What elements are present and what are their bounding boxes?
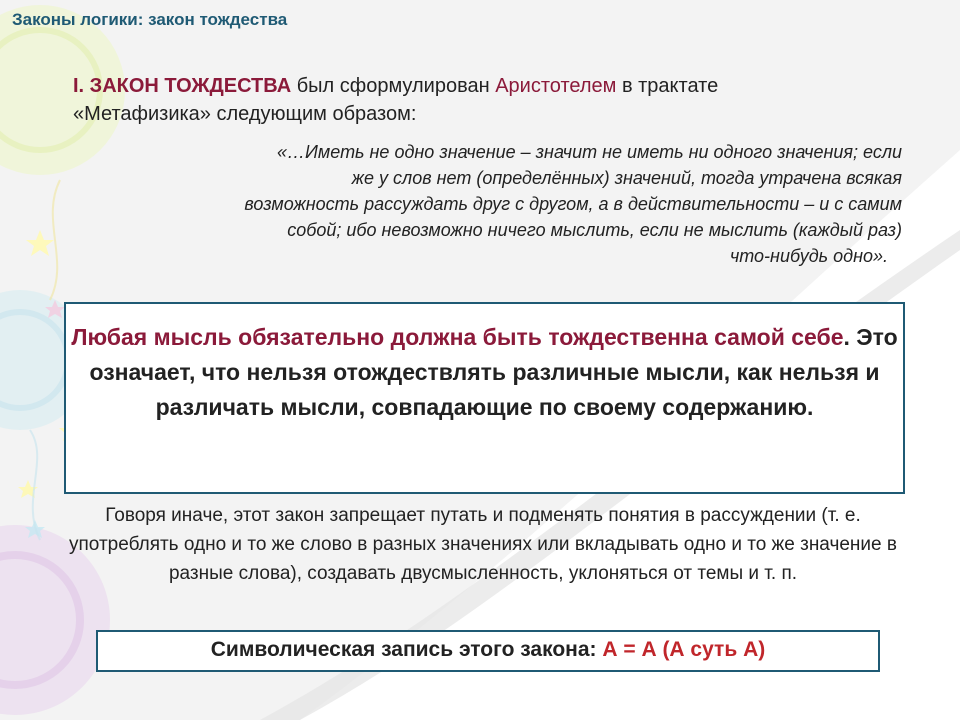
quote-line: же у слов нет (определённых) значений, тогда утрачена всякая	[351, 168, 902, 188]
quote-line: что-нибудь одно».	[729, 246, 888, 266]
explanation-paragraph: Говоря иначе, этот закон запрещает путать и подменять понятия в рассуждении (т. е. употреблять одно и то же слово в разных значениях или вкладывать одно и то же значение в разные слова), создавать двусмысленность, уклоняться от темы и т. п.	[69, 505, 897, 584]
quote-line: «…Иметь не одно значение – значит не иметь ни одного значения; если	[277, 142, 902, 162]
quote-line: возможность рассуждать друг с другом, а в действительности – и с самим	[244, 194, 902, 214]
intro-text-part-1: был сформулирован	[291, 75, 496, 97]
intro-paragraph	[73, 72, 833, 128]
symbolic-notation-box	[96, 630, 880, 672]
law-number-title: I. ЗАКОН ТОЖДЕСТВА	[73, 75, 292, 97]
slide-title: Законы логики: закон тождества	[12, 10, 288, 29]
symbolic-notation-label: Символическая запись этого закона:	[210, 638, 603, 661]
quote-line: собой; ибо невозможно ничего мыслить, если не мыслить (каждый раз)	[287, 220, 902, 240]
intro-text-part-2: в трактате «Метафизика» следующим образом:	[73, 75, 719, 125]
law-definition-accent: Любая мысль обязательно должна быть тождественна самой себе	[71, 324, 844, 350]
law-definition-rest: . Это означает, что нельзя отождествлять различные мысли, как нельзя и различать мысли, совпадающие по своему содержанию.	[89, 324, 898, 420]
author-name: Аристотелем	[495, 75, 617, 97]
law-definition-box	[64, 302, 905, 494]
aristotle-quote	[60, 139, 902, 269]
symbolic-formula: А = А (А суть А)	[602, 638, 766, 661]
